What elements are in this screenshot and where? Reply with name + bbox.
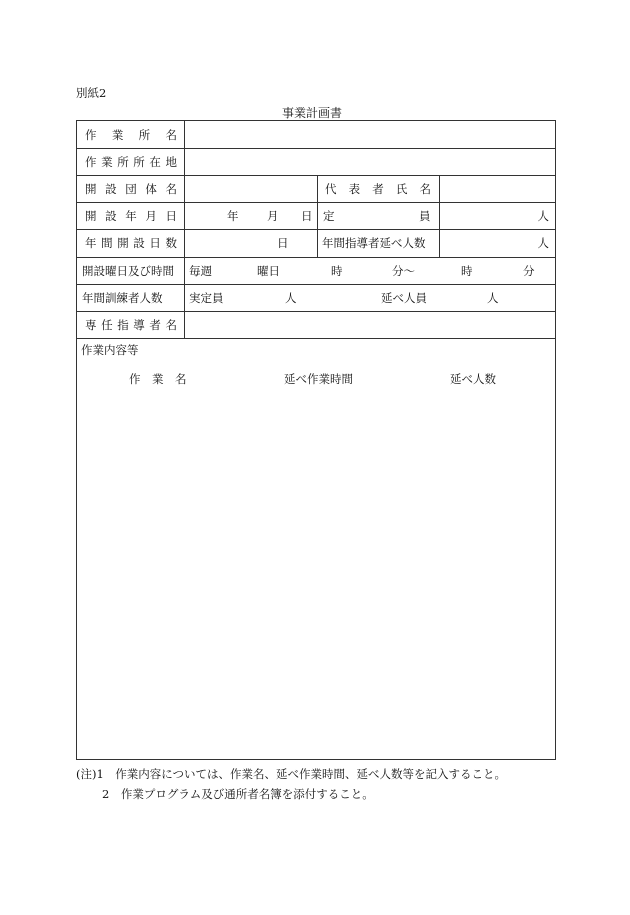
schedule-minute2: 分 <box>523 264 535 278</box>
label-char: 名 <box>165 182 177 196</box>
label-representative <box>325 181 431 197</box>
document-title: 事業計画書 <box>282 106 343 120</box>
work-section-heading: 作業内容等 <box>81 343 139 357</box>
label-char: 日 <box>149 236 161 250</box>
label-char: 業 <box>111 128 124 142</box>
organization-field[interactable] <box>185 176 316 201</box>
label-char: 作 <box>85 155 97 169</box>
label-char: 任 <box>101 318 113 332</box>
label-capacity-mid: 員 <box>419 209 431 223</box>
note-2: 2 作業プログラム及び通所者名簿を添付すること。 <box>102 787 374 801</box>
label-capacity: 定 <box>323 209 335 223</box>
label-char: 年 <box>85 236 97 250</box>
label-dedicated-instructor <box>85 317 177 333</box>
schedule-field[interactable] <box>185 258 555 283</box>
label-char: 氏 <box>395 182 408 196</box>
label-char: 名 <box>165 318 177 332</box>
label-char: 開 <box>85 209 97 223</box>
schedule-minute-from: 分〜 <box>392 264 415 278</box>
label-char: 指 <box>117 318 129 332</box>
label-char: 開 <box>85 182 97 196</box>
label-char: 表 <box>348 182 361 196</box>
trainees-cumulative-unit: 人 <box>487 291 499 305</box>
schedule-hour1: 時 <box>331 264 343 278</box>
date-year: 年 <box>227 209 239 223</box>
label-char: 設 <box>133 236 145 250</box>
note-1: (注)1 作業内容については、作業名、延べ作業時間、延べ人数等を記入すること。 <box>76 767 507 781</box>
workshop-address-field[interactable] <box>185 149 555 174</box>
capacity-unit: 人 <box>537 209 549 223</box>
annual-instructors-unit: 人 <box>537 236 549 250</box>
label-char: 導 <box>133 318 145 332</box>
date-day: 日 <box>301 209 313 223</box>
label-char: 間 <box>101 236 113 250</box>
label-schedule: 開設曜日及び時間 <box>82 264 174 278</box>
label-char: 開 <box>117 236 129 250</box>
opening-date-field[interactable] <box>185 203 316 228</box>
trainees-cumulative: 延べ人員 <box>381 291 427 305</box>
trainees-field[interactable] <box>185 285 555 310</box>
label-char: 体 <box>145 182 157 196</box>
label-char: 作 <box>85 128 97 142</box>
date-month: 月 <box>267 209 279 223</box>
label-char: 地 <box>165 155 177 169</box>
trainees-actual: 実定員 <box>189 291 224 305</box>
label-char: 月 <box>145 209 157 223</box>
work-content-area[interactable] <box>78 391 554 757</box>
label-char: 者 <box>149 318 161 332</box>
schedule-every-week: 毎週 <box>189 264 212 278</box>
workshop-name-field[interactable] <box>185 122 555 147</box>
annual-days-field[interactable] <box>185 230 316 256</box>
label-char: 設 <box>105 182 117 196</box>
label-char: 所 <box>133 155 145 169</box>
label-char: 業 <box>101 155 113 169</box>
label-char: 所 <box>117 155 129 169</box>
label-char: 在 <box>149 155 161 169</box>
attachment-label: 別紙2 <box>76 86 107 100</box>
label-char: 設 <box>105 209 117 223</box>
schedule-weekday: 曜日 <box>257 264 280 278</box>
label-char: 団 <box>125 182 137 196</box>
capacity-field[interactable] <box>440 203 555 228</box>
label-char: 所 <box>138 128 151 142</box>
label-annual-days <box>85 235 177 251</box>
annual-days-unit: 日 <box>277 236 289 250</box>
label-annual-instructors: 年間指導者延べ人数 <box>322 236 426 250</box>
label-char: 専 <box>85 318 97 332</box>
label-workshop-address <box>85 154 177 170</box>
label-opening-date <box>85 208 177 224</box>
label-organization <box>85 181 177 197</box>
label-char: 名 <box>165 128 177 142</box>
label-char: 名 <box>419 182 431 196</box>
label-char: 日 <box>165 209 177 223</box>
label-workshop-name <box>85 127 177 143</box>
work-col-people: 延べ人数 <box>450 372 496 386</box>
trainees-actual-unit: 人 <box>285 291 297 305</box>
representative-field[interactable] <box>440 176 555 201</box>
label-char: 代 <box>325 182 337 196</box>
work-col-name: 作 業 名 <box>129 372 187 386</box>
label-trainees: 年間訓練者人数 <box>82 291 163 305</box>
schedule-hour2: 時 <box>461 264 473 278</box>
work-col-hours: 延べ作業時間 <box>284 372 353 386</box>
plan-form-table <box>76 120 556 760</box>
label-char: 年 <box>125 209 137 223</box>
label-char: 数 <box>165 236 177 250</box>
label-char: 者 <box>372 182 384 196</box>
dedicated-instructor-field[interactable] <box>185 312 555 337</box>
annual-instructors-field[interactable] <box>440 230 555 256</box>
